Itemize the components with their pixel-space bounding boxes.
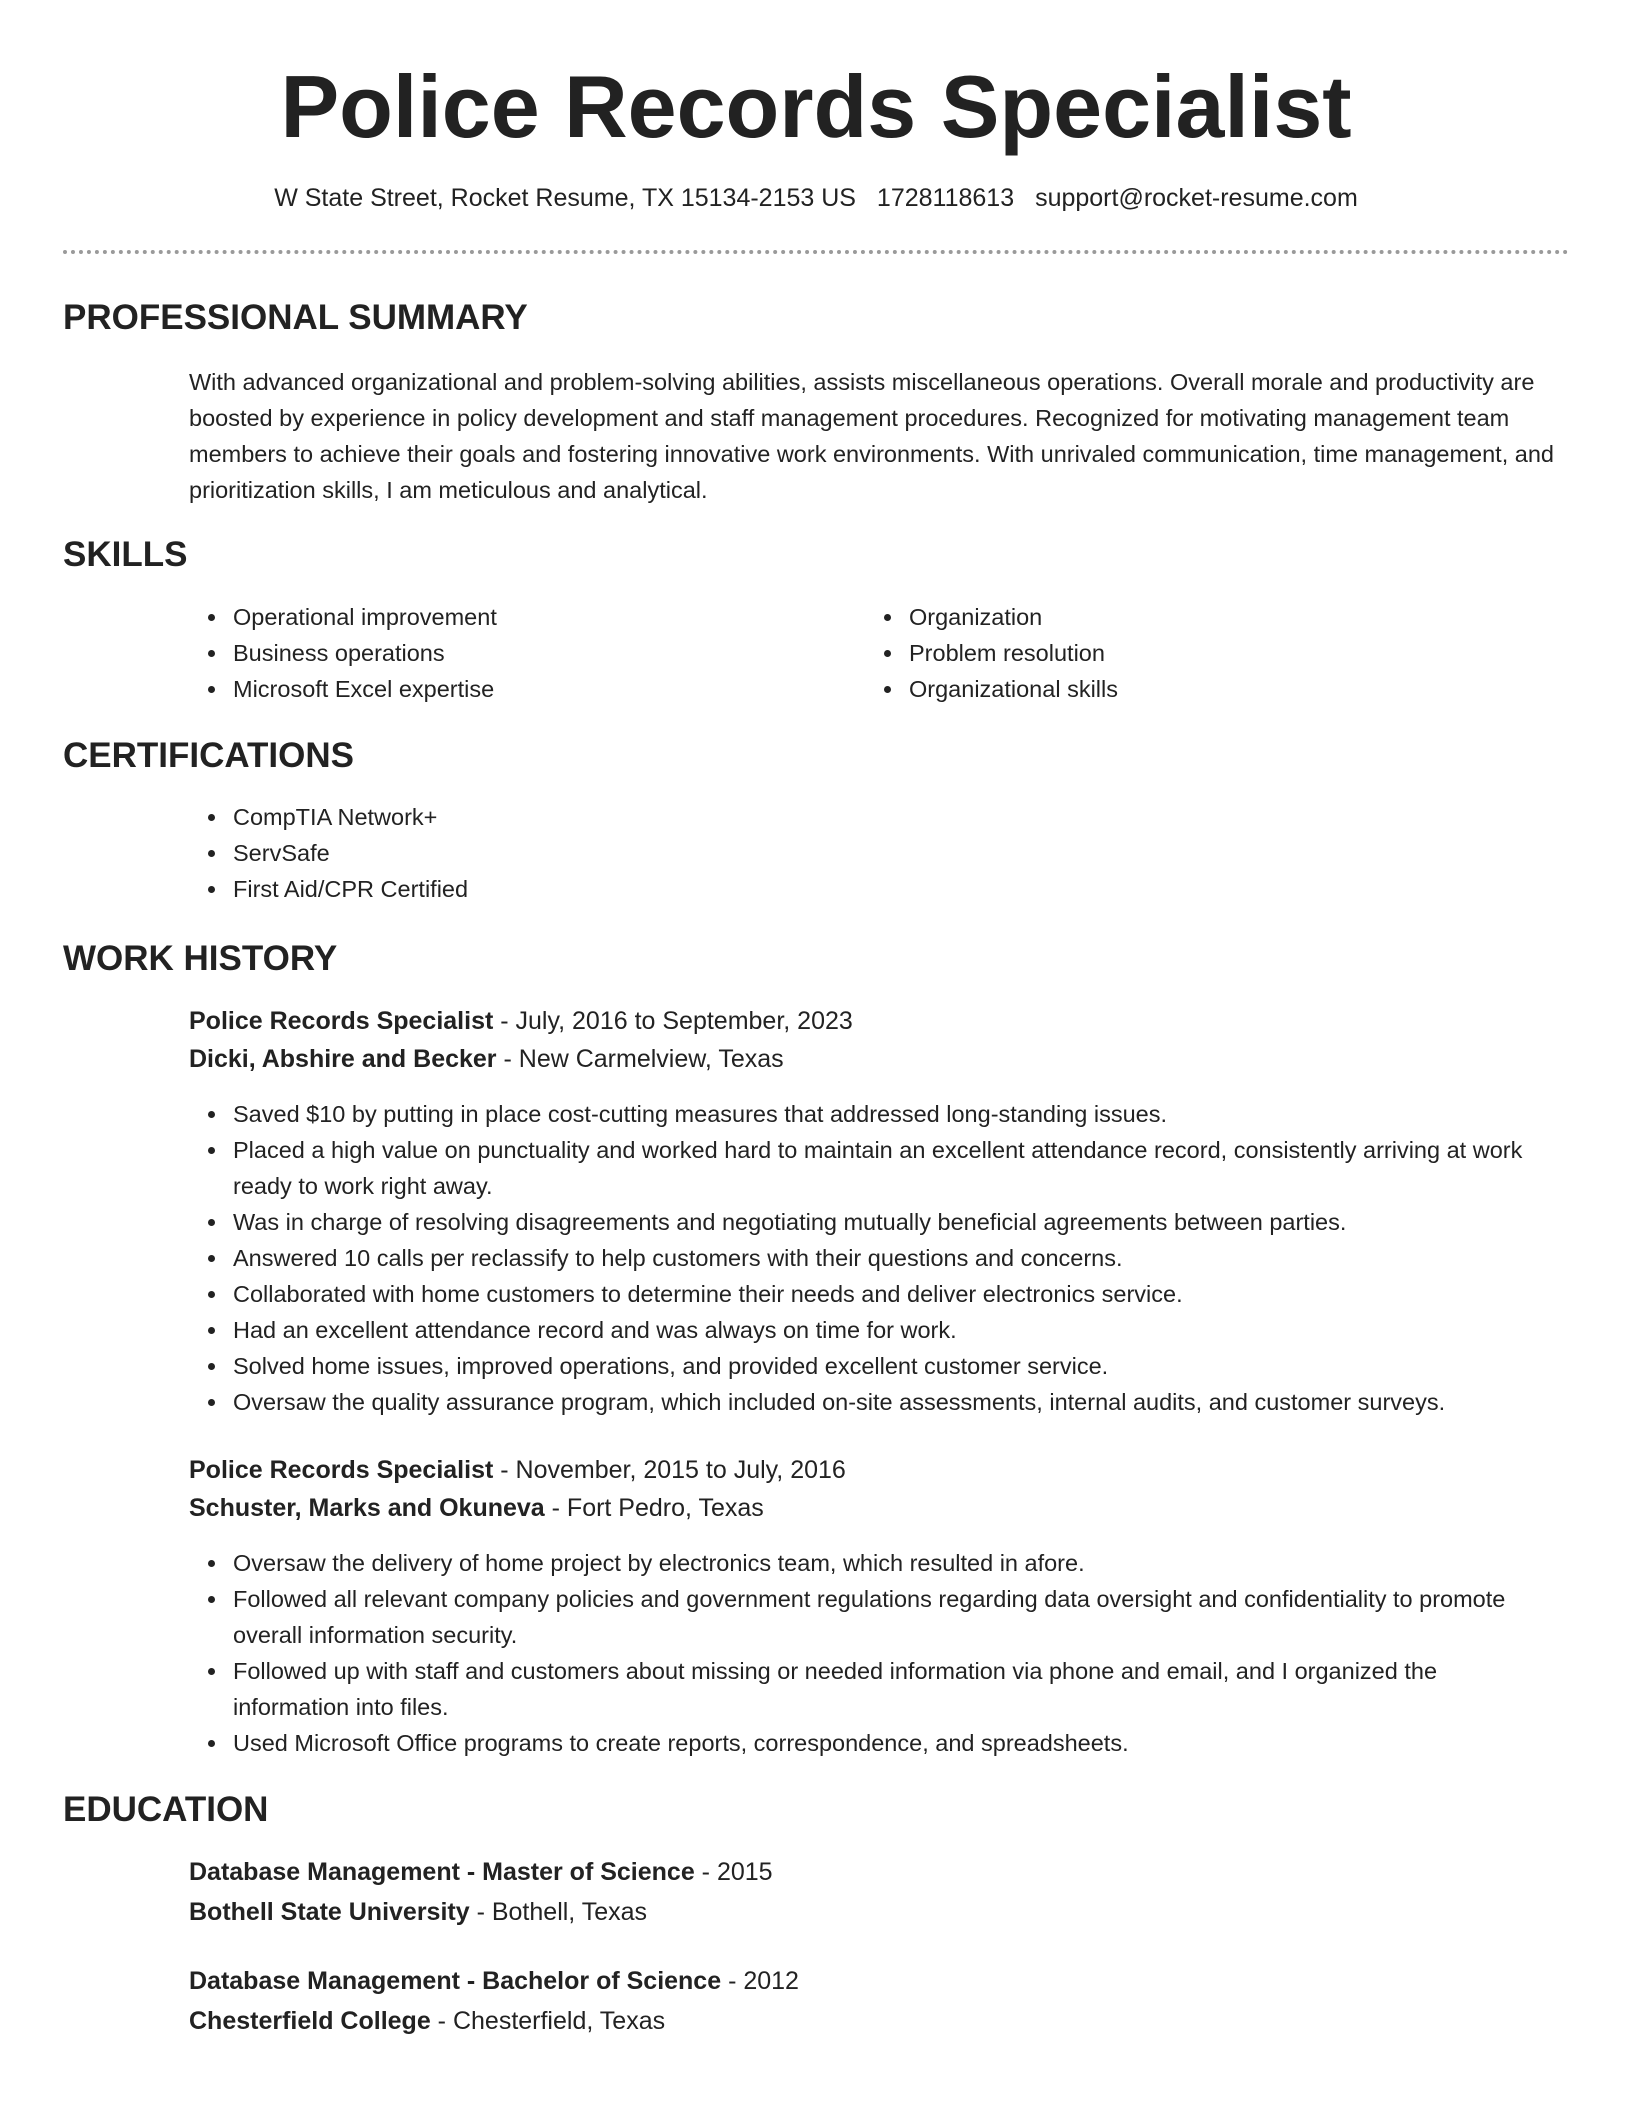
- skill-item: Problem resolution: [865, 635, 1505, 671]
- certification-item: First Aid/CPR Certified: [189, 871, 1489, 907]
- job-bullets: [189, 1545, 1549, 1761]
- job-bullet: Placed a high value on punctuality and worked hard to maintain an excellent attendance record, consistently arriving at work ready to work right away.: [189, 1132, 1549, 1204]
- contact-email: support@rocket-resume.com: [1035, 184, 1358, 212]
- job-bullets: [189, 1096, 1549, 1420]
- skill-item: Organizational skills: [865, 671, 1505, 707]
- education-degree: Database Management - Master of Science: [189, 1858, 695, 1886]
- education-degree-line: [189, 1853, 773, 1891]
- section-heading-work-history: WORK HISTORY: [63, 939, 338, 978]
- education-degree: Database Management - Bachelor of Science: [189, 1967, 722, 1995]
- education-school-line: [189, 2002, 665, 2040]
- skill-item: Business operations: [189, 635, 829, 671]
- job-bullet: Followed up with staff and customers about missing or needed information via phone and email, and I organized the information into files.: [189, 1653, 1549, 1725]
- section-heading-summary: PROFESSIONAL SUMMARY: [63, 298, 528, 337]
- job-role: Police Records Specialist: [189, 1456, 494, 1484]
- section-heading-education: EDUCATION: [63, 1790, 269, 1829]
- job-company: Schuster, Marks and Okuneva: [189, 1494, 545, 1522]
- job-dates: - July, 2016 to September, 2023: [493, 1007, 853, 1035]
- job-bullet: Collaborated with home customers to determine their needs and deliver electronics service.: [189, 1276, 1549, 1312]
- skill-item: Operational improvement: [189, 599, 829, 635]
- job-company-line: [189, 1489, 764, 1527]
- skill-item: Organization: [865, 599, 1505, 635]
- contact-line: [0, 182, 1632, 214]
- job-company: Dicki, Abshire and Becker: [189, 1045, 497, 1073]
- contact-address: W State Street, Rocket Resume, TX 15134-2153 US: [274, 184, 856, 212]
- job-bullet: Oversaw the delivery of home project by electronics team, which resulted in afore.: [189, 1545, 1549, 1581]
- job-company-line: [189, 1040, 784, 1078]
- skills-list-right: [865, 599, 1505, 707]
- education-location: - Chesterfield, Texas: [430, 2007, 666, 2035]
- certification-item: ServSafe: [189, 835, 1489, 871]
- job-title-line: [189, 1002, 853, 1040]
- job-bullet: Solved home issues, improved operations, and provided excellent customer service.: [189, 1348, 1549, 1384]
- job-location: - New Carmelview, Texas: [496, 1045, 784, 1073]
- job-bullet: Saved $10 by putting in place cost-cutting measures that addressed long-standing issues.: [189, 1096, 1549, 1132]
- header-divider: [63, 250, 1569, 254]
- education-year: - 2012: [721, 1967, 799, 1995]
- section-heading-skills: SKILLS: [63, 535, 188, 574]
- job-bullet: Followed all relevant company policies and government regulations regarding data oversight and confidentiality to promote overall information security.: [189, 1581, 1549, 1653]
- resume-title: Police Records Specialist: [280, 57, 1352, 156]
- job-bullet: Was in charge of resolving disagreements and negotiating mutually beneficial agreements between parties.: [189, 1204, 1549, 1240]
- education-school: Chesterfield College: [189, 2007, 431, 2035]
- section-heading-certifications: CERTIFICATIONS: [63, 736, 355, 775]
- education-year: - 2015: [694, 1858, 773, 1886]
- summary-text: With advanced organizational and problem-solving abilities, assists miscellaneous operations. Overall morale and productivity are boosted by experience in policy development and staff management procedures. Recognized for motivating management team members to achieve their goals and fostering innovative work environments. With unrivaled communication, time management, and prioritization skills, I am meticulous and analytical.: [189, 369, 1554, 503]
- job-bullet: Answered 10 calls per reclassify to help customers with their questions and concerns.: [189, 1240, 1549, 1276]
- certifications-list: [189, 799, 1489, 907]
- education-degree-line: [189, 1962, 799, 2000]
- job-location: - Fort Pedro, Texas: [544, 1494, 764, 1522]
- skills-list-left: [189, 599, 829, 707]
- contact-phone: 1728118613: [876, 184, 1015, 212]
- job-bullet: Used Microsoft Office programs to create reports, correspondence, and spreadsheets.: [189, 1725, 1549, 1761]
- job-dates: - November, 2015 to July, 2016: [493, 1456, 846, 1484]
- certification-item: CompTIA Network+: [189, 799, 1489, 835]
- skill-item: Microsoft Excel expertise: [189, 671, 829, 707]
- job-bullet: Oversaw the quality assurance program, which included on-site assessments, internal audits, and customer surveys.: [189, 1384, 1549, 1420]
- job-title-line: [189, 1451, 846, 1489]
- job-role: Police Records Specialist: [189, 1007, 494, 1035]
- education-school: Bothell State University: [189, 1898, 470, 1926]
- education-location: - Bothell, Texas: [469, 1898, 648, 1926]
- education-school-line: [189, 1893, 647, 1931]
- job-bullet: Had an excellent attendance record and was always on time for work.: [189, 1312, 1549, 1348]
